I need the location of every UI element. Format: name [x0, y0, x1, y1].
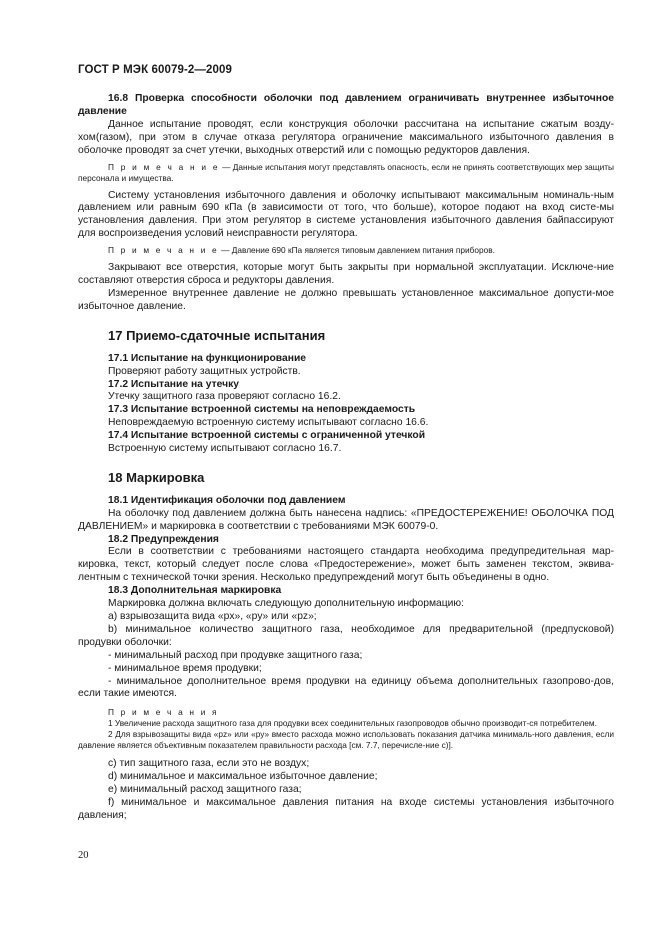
section-17-title: 17 Приемо-сдаточные испытания: [108, 327, 326, 343]
note: [78, 245, 614, 256]
note: 2 Для взрывозащиты вида «pz» или «py» вместо расхода можно использовать показания датчика минималь-ного давления, если давление является объективным показателем правильности расхода [см. 7.7, перечисле-ние c)].: [78, 729, 614, 751]
paragraph: Закрывают все отверстия, которые могут быть закрыты при нормальной эксплуатации. Исключе-ние составляют отверстия сброса и редукторы давления.: [78, 262, 614, 287]
subsection-heading: 18.2 Предупреждения: [108, 533, 219, 545]
subsection-heading: 17.2 Испытание на утечку: [108, 378, 239, 390]
subsection-heading: 18.3 Дополнительная маркировка: [108, 585, 282, 597]
subsection-heading: 17.4 Испытание встроенной системы с ограниченной утечкой: [108, 430, 426, 442]
note-label: П р и м е ч а н и е: [108, 245, 219, 256]
paragraph: Проверяют работу защитных устройств.: [108, 365, 301, 377]
list-item: d) минимальное и максимальное избыточное давление;: [108, 771, 378, 783]
dash-item: - минимальный расход при продувке защитного газа;: [108, 649, 363, 661]
paragraph: Встроенную систему испытывают согласно 16.7.: [108, 443, 342, 455]
paragraph: Если в соответствии с требованиями настоящего стандарта необходима предупредительная мар-кировка, текст, который следует после слова «Предостережение», может быть заменен текстом, эквива-лентным с технической точки зрения. Несколько предупреждений могут быть объединены в одно.: [78, 546, 614, 584]
paragraph: Измеренное внутреннее давление не должно превышать установленное максимальное допусти-мое избыточное давление.: [78, 287, 614, 312]
page-number: 20: [78, 850, 89, 861]
subsection-heading: 17.3 Испытание встроенной системы на неповреждаемость: [108, 404, 416, 416]
list-item: f) минимальное и максимальное давления питания на входе системы установления избыточного давления;: [78, 797, 614, 821]
document-body: [78, 93, 614, 823]
section-18-title: 18 Маркировка: [108, 469, 205, 485]
document-header: ГОСТ Р МЭК 60079-2—2009: [78, 64, 232, 76]
subsection-heading: 18.1 Идентификация оболочки под давлением: [108, 494, 346, 506]
paragraph: Систему установления избыточного давления и оболочку испытывают максимальным номиналь-ным давлением или равным 690 кПа (в зависимости от того, что больше), которое подают на вход систе-мы установления давления. При этом регулятор в системе установления избыточного давления байпассируют для воспроизведения условий неисправности регулятора.: [78, 189, 614, 240]
paragraph: На оболочку под давлением должна быть нанесена надпись: «ПРЕДОСТЕРЕЖЕНИЕ! ОБОЛОЧКА ПОД ДАВЛЕНИЕМ» и маркировка в соответствии с требованиями МЭК 60079-0.: [78, 507, 614, 532]
section-16-8-title: 16.8 Проверка способности оболочки под давлением ограничивать внутреннее избыточное давление: [78, 93, 614, 117]
paragraph: Данное испытание проводят, если конструкция оболочки рассчитана на испытание сжатым возду-хом(газом), при этом в случае отказа регулятора ограничение максимального избыточного давления в оболочке проводят за счет утечки, выходных отверстий или с помощью редукторов давления.: [78, 118, 614, 156]
list-item: b) минимальное количество защитного газа, необходимое для предварительной (предпусковой) продувки оболочки:: [78, 623, 614, 648]
list-item: c) тип защитного газа, если это не воздух;: [108, 758, 310, 770]
note-text: — Давление 690 кПа является типовым давлением питания приборов.: [218, 245, 495, 256]
dash-item: - минимальное дополнительное время продувки на единицу объема дополнительных газопрово-дов, если такие имеются.: [78, 675, 614, 700]
paragraph: Утечку защитного газа проверяют согласно 16.2.: [108, 391, 341, 403]
paragraph: Неповреждаемую встроенную систему испытывают согласно 16.6.: [108, 417, 429, 429]
note-label: П р и м е ч а н и е: [108, 161, 220, 172]
paragraph: Маркировка должна включать следующую дополнительную информацию:: [108, 598, 465, 610]
subsection-heading: 17.1 Испытание на функционирование: [108, 352, 307, 364]
list-item: e) минимальный расход защитного газа;: [108, 784, 302, 796]
note: 1 Увеличение расхода защитного газа для продувки всех соединительных газопроводов обычно производит-ся потребителем.: [108, 718, 597, 729]
dash-item: - минимальное время продувки;: [108, 662, 262, 674]
note: [78, 162, 614, 184]
note-text: — Данные испытания могут представлять опасность, если не принять соответствующих мер защиты персонала и имущества.: [78, 161, 614, 183]
notes-label: П р и м е ч а н и я: [108, 707, 219, 718]
list-item: a) взрывозащита вида «px», «py» или «pz»;: [108, 611, 317, 622]
